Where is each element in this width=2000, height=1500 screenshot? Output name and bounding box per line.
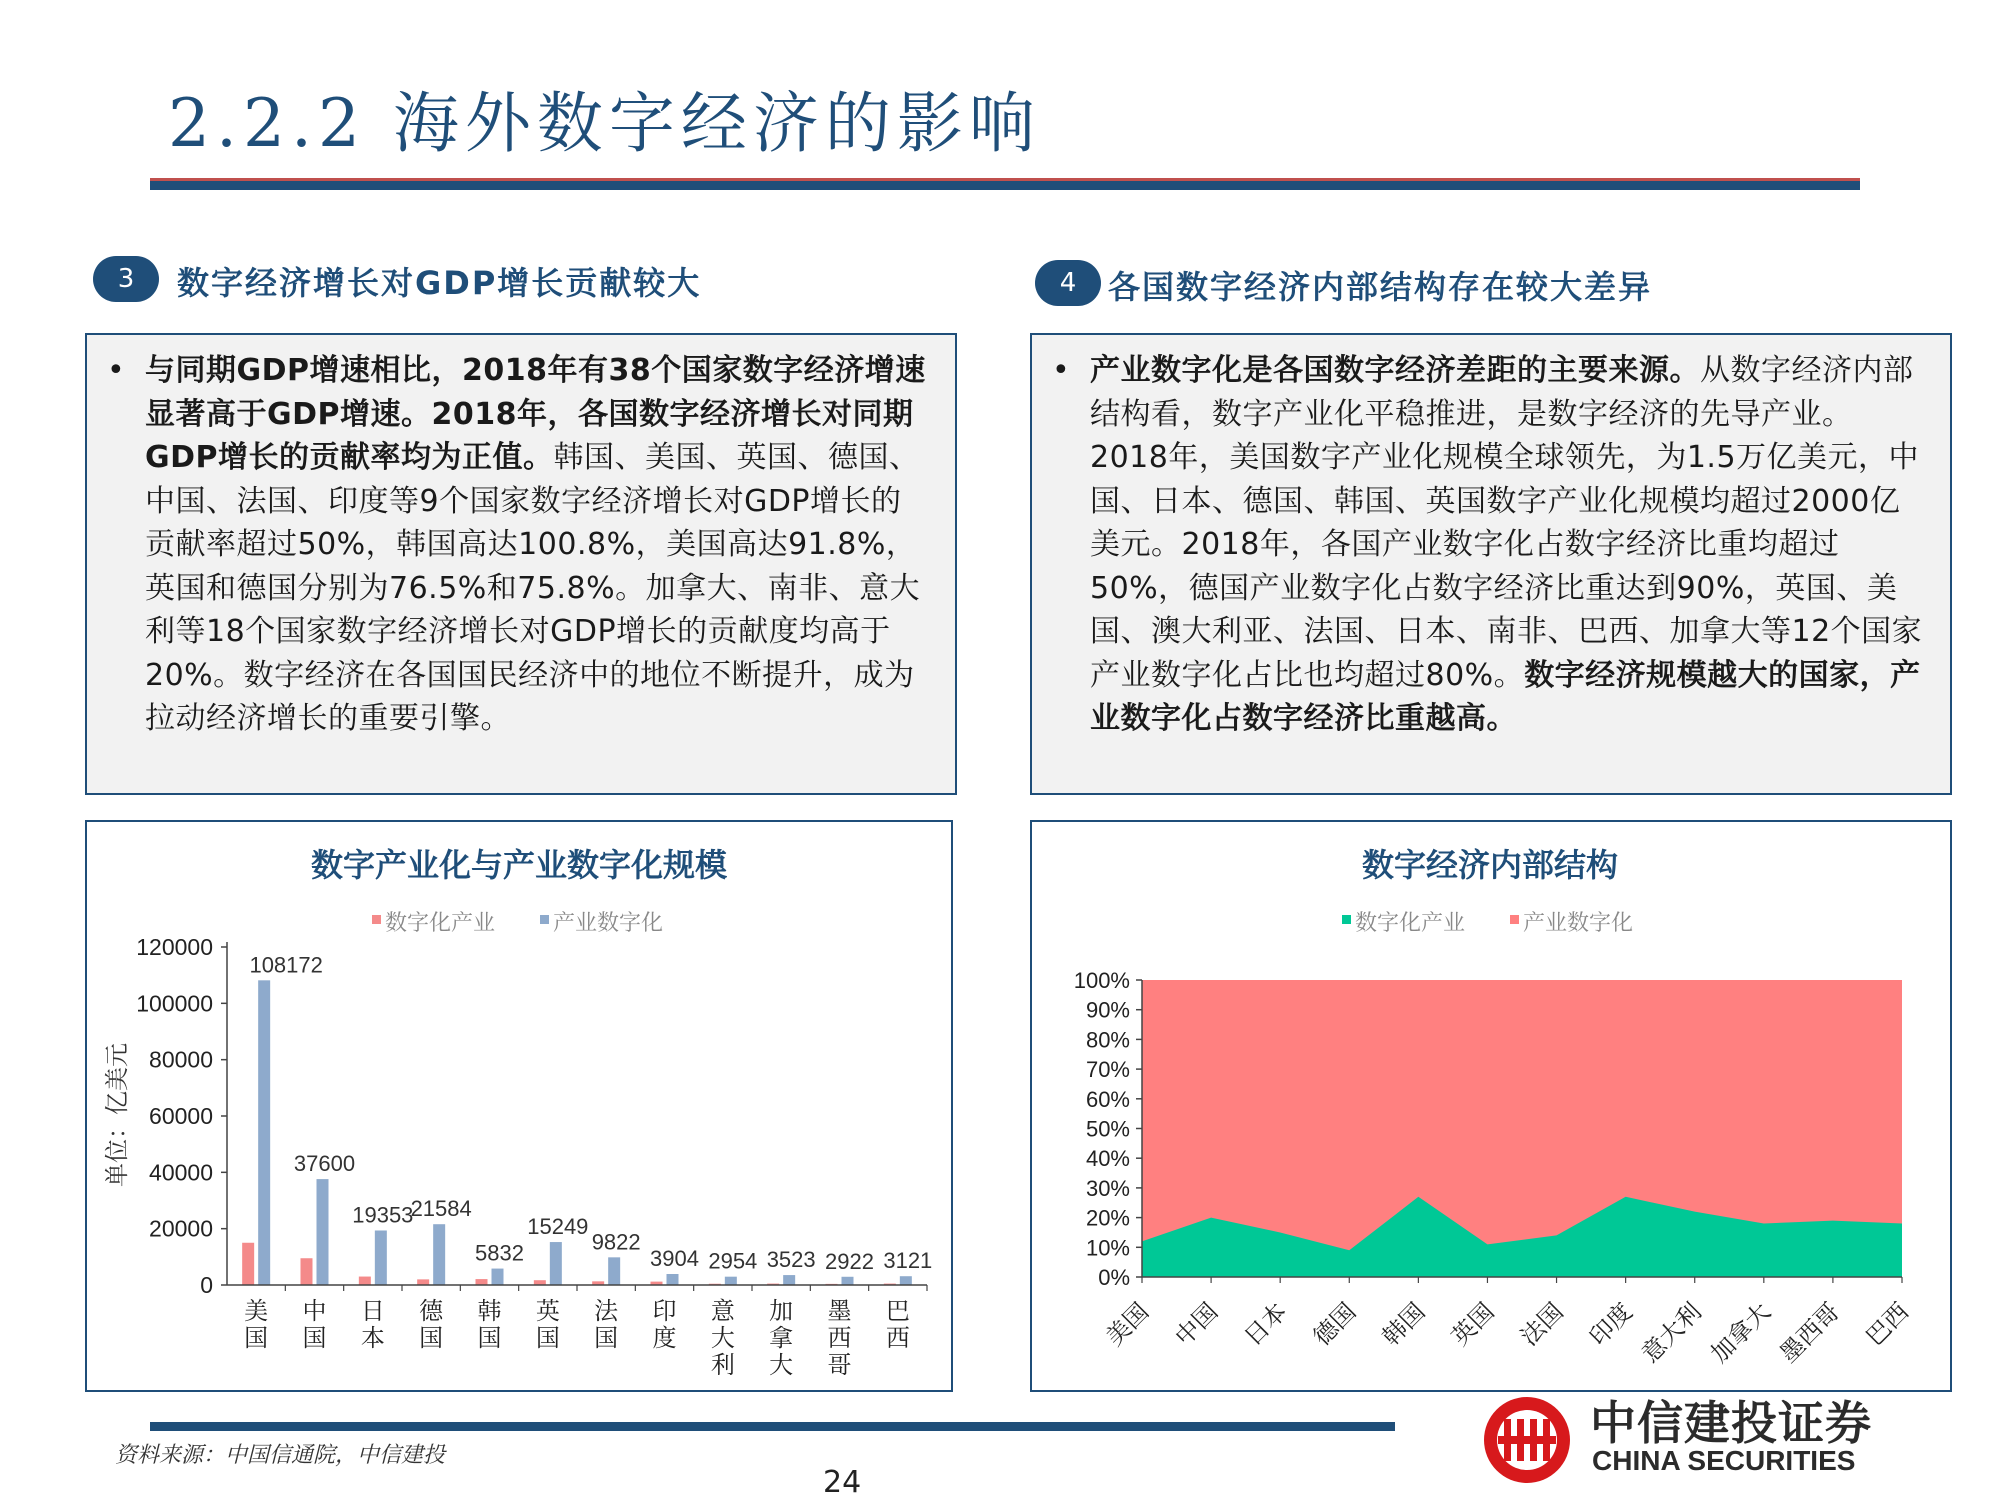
bar-digital-industry bbox=[301, 1258, 313, 1285]
legend-label: 数字化产业 bbox=[385, 910, 496, 935]
y-tick-label: 50% bbox=[1085, 1116, 1130, 1142]
bar-data-label: 15249 bbox=[527, 1214, 589, 1240]
x-tick-label-char: 国 bbox=[302, 1325, 327, 1352]
legend-label: 产业数字化 bbox=[553, 910, 664, 935]
x-tick-label-char: 美 bbox=[244, 1298, 269, 1325]
x-tick-label: 墨西哥 bbox=[1775, 1298, 1846, 1369]
y-tick-label: 60000 bbox=[149, 1103, 213, 1129]
x-tick-label: 意大利 bbox=[1636, 1298, 1707, 1369]
bar-chart-bars bbox=[242, 980, 912, 1285]
y-tick-label: 0% bbox=[1098, 1265, 1130, 1290]
legend-label: 数字化产业 bbox=[1355, 910, 1466, 935]
bar-industrial-digitalization bbox=[492, 1269, 504, 1285]
bar-digital-industry bbox=[359, 1277, 371, 1285]
bar-industrial-digitalization bbox=[433, 1224, 445, 1285]
section-4-bold-lead: 产业数字化是各国数字经济差距的主要来源。 bbox=[1090, 353, 1700, 388]
x-tick-label bbox=[419, 1298, 444, 1352]
bar-chart bbox=[87, 822, 951, 1390]
section-4-badge: 4 bbox=[1035, 260, 1101, 306]
x-tick-label-char: 拿 bbox=[769, 1325, 794, 1352]
bar-data-label: 3904 bbox=[650, 1246, 699, 1272]
x-tick-label-char: 日 bbox=[360, 1298, 385, 1325]
y-tick-label: 40% bbox=[1085, 1146, 1130, 1172]
x-tick-label: 美国 bbox=[1101, 1298, 1155, 1352]
x-tick-label-char: 韩 bbox=[477, 1298, 502, 1325]
legend-swatch bbox=[1510, 915, 1519, 924]
bar-data-label: 3121 bbox=[883, 1248, 933, 1274]
bar-data-label: 37600 bbox=[293, 1151, 356, 1177]
section-4-bullet bbox=[1032, 349, 1924, 741]
bar-data-label: 5832 bbox=[475, 1240, 524, 1266]
x-tick-label: 巴西 bbox=[1861, 1298, 1915, 1352]
x-tick-label bbox=[886, 1298, 910, 1352]
x-tick-label-char: 法 bbox=[594, 1298, 619, 1325]
x-tick-label-char: 利 bbox=[710, 1352, 735, 1379]
bar-data-label: 2954 bbox=[708, 1248, 758, 1274]
x-tick-label-char: 西 bbox=[827, 1325, 852, 1352]
bar-data-label: 9822 bbox=[591, 1229, 641, 1255]
area-chart-legend bbox=[1342, 910, 1633, 935]
logo-chinese-name: 中信建投证券 bbox=[1590, 1396, 1872, 1450]
y-tick-label: 100% bbox=[1073, 968, 1130, 993]
x-tick-label-char: 国 bbox=[535, 1325, 560, 1352]
section-3-body-text: 韩国、美国、英国、德国、中国、法国、印度等9个国家数字经济增长对GDP增长的贡献率超过50%，韩国高达100.8%，美国高达91.8%，英国和德国分别为76.5%和75.8%。加拿大、南非、意大利等18个国家数字经济增长对GDP增长的贡献度均高于20%。数字经济在各国国民经济中的地位不断提升，成为拉动经济增长的重要引擎。 bbox=[145, 440, 921, 736]
x-tick-label bbox=[478, 1298, 502, 1352]
section-3-textbox bbox=[85, 333, 957, 795]
x-tick-label bbox=[244, 1298, 268, 1352]
x-tick-label-char: 英 bbox=[535, 1298, 560, 1325]
x-tick-label bbox=[303, 1298, 327, 1352]
bar-industrial-digitalization bbox=[550, 1242, 562, 1285]
page-number: 24 bbox=[823, 1465, 862, 1500]
source-note: 资料来源：中国信通院，中信建投 bbox=[115, 1443, 446, 1468]
bar-industrial-digitalization bbox=[608, 1257, 620, 1285]
logo-english-name: CHINA SECURITIES bbox=[1592, 1445, 1856, 1476]
bar-data-label: 108172 bbox=[249, 952, 323, 978]
y-tick-label: 30% bbox=[1085, 1175, 1130, 1201]
x-tick-label-char: 本 bbox=[360, 1325, 385, 1352]
bar-digital-industry bbox=[476, 1279, 488, 1285]
legend-swatch bbox=[372, 915, 381, 924]
bar-industrial-digitalization bbox=[667, 1274, 679, 1285]
bar-industrial-digitalization bbox=[783, 1275, 795, 1285]
y-tick-label: 80000 bbox=[149, 1046, 213, 1073]
x-tick-label bbox=[536, 1298, 560, 1352]
section-3-title: 数字经济增长对GDP增长贡献较大 bbox=[177, 264, 702, 302]
bar-data-label: 19353 bbox=[352, 1202, 414, 1228]
area-chart bbox=[1032, 822, 1950, 1390]
section-4-title: 各国数字经济内部结构存在较大差异 bbox=[1108, 268, 1653, 306]
x-tick-label-char: 哥 bbox=[827, 1352, 852, 1379]
bar-industrial-digitalization bbox=[842, 1277, 854, 1285]
area-chart-title: 数字经济内部结构 bbox=[1361, 847, 1619, 883]
y-tick-label: 20% bbox=[1085, 1205, 1130, 1231]
x-tick-label: 中国 bbox=[1170, 1298, 1224, 1352]
x-tick-label: 日本 bbox=[1239, 1298, 1293, 1352]
x-tick-label: 韩国 bbox=[1377, 1298, 1431, 1352]
x-tick-label-char: 意 bbox=[710, 1298, 735, 1325]
y-tick-label: 120000 bbox=[136, 934, 213, 960]
area-chart-areas bbox=[1142, 980, 1902, 1277]
bar-industrial-digitalization bbox=[725, 1277, 737, 1285]
y-tick-label: 100000 bbox=[136, 990, 213, 1017]
x-tick-label-char: 中 bbox=[302, 1298, 327, 1325]
x-tick-label: 印度 bbox=[1584, 1298, 1638, 1352]
x-tick-label-char: 德 bbox=[419, 1298, 444, 1325]
x-tick-label-char: 西 bbox=[885, 1325, 910, 1352]
area-chart-y-axis bbox=[1074, 968, 1142, 1290]
y-tick-label: 80% bbox=[1085, 1027, 1130, 1053]
bar-chart-y-axis-label: 单位：亿美元 bbox=[104, 1043, 131, 1187]
x-tick-label-char: 度 bbox=[652, 1325, 677, 1352]
y-tick-label: 10% bbox=[1085, 1235, 1130, 1261]
bar-data-label: 3523 bbox=[766, 1247, 816, 1273]
x-tick-label bbox=[594, 1298, 619, 1352]
bar-chart-x-axis bbox=[227, 1285, 927, 1379]
section-3-badge: 3 bbox=[93, 256, 159, 302]
section-4-textbox bbox=[1030, 333, 1952, 795]
x-tick-label: 德国 bbox=[1308, 1298, 1362, 1352]
x-tick-label: 英国 bbox=[1446, 1298, 1500, 1352]
x-tick-label-char: 国 bbox=[419, 1325, 444, 1352]
company-logo bbox=[1480, 1385, 1870, 1495]
legend-label: 产业数字化 bbox=[1523, 910, 1634, 935]
x-tick-label-char: 墨 bbox=[827, 1298, 852, 1325]
y-tick-label: 70% bbox=[1085, 1057, 1130, 1083]
x-tick-label bbox=[828, 1298, 852, 1379]
x-tick-label bbox=[711, 1298, 735, 1379]
section-4-bold-tail: 数字经济规模越大的国家，产业数字化占数字经济比重越高。 bbox=[1090, 657, 1921, 736]
y-tick-label: 90% bbox=[1085, 997, 1130, 1023]
section-3-bold-text: 与同期GDP增速相比，2018年有38个国家数字经济增速显著高于GDP增速。2018年，各国数字经济增长对同期GDP增长的贡献率均为正值。 bbox=[145, 353, 926, 475]
bar-chart-data-labels bbox=[249, 952, 932, 1273]
section-3-bullet bbox=[87, 349, 929, 741]
bar-industrial-digitalization bbox=[900, 1276, 912, 1285]
bar-data-label: 21584 bbox=[410, 1196, 472, 1222]
bar-digital-industry bbox=[417, 1279, 429, 1285]
bar-digital-industry bbox=[242, 1243, 254, 1285]
bar-chart-title: 数字产业化与产业数字化规模 bbox=[310, 847, 728, 883]
page-title: 2.2.2 海外数字经济的影响 bbox=[168, 85, 1041, 162]
x-tick-label bbox=[653, 1298, 677, 1352]
legend-swatch bbox=[1342, 915, 1351, 924]
footer-rule bbox=[150, 1422, 1395, 1431]
area-chart-x-axis bbox=[1101, 1277, 1914, 1368]
x-tick-label-char: 印 bbox=[652, 1298, 677, 1325]
china-securities-logo-icon bbox=[1480, 1393, 1574, 1487]
x-tick-label: 加拿大 bbox=[1706, 1298, 1777, 1369]
bar-industrial-digitalization bbox=[258, 980, 270, 1285]
y-tick-label: 40000 bbox=[149, 1159, 213, 1186]
bar-chart-panel bbox=[85, 820, 953, 1392]
bar-chart-legend bbox=[372, 910, 663, 935]
title-underline bbox=[150, 178, 1860, 190]
section-4-body-text: 从数字经济内部结构看，数字产业化平稳推进，是数字经济的先导产业。2018年，美国数字产业化规模全球领先，为1.5万亿美元，中国、日本、德国、韩国、英国数字产业化规模均超过2000亿美元。2018年，各国产业数字化占数字经济比重均超过50%，德国产业数字化占数字经济比重达到90%，英国、美国、澳大利亚、法国、日本、南非、巴西、加拿大等12个国家产业数字化占比也均超过80%。 bbox=[1090, 353, 1923, 693]
x-tick-label-char: 大 bbox=[710, 1325, 735, 1352]
x-tick-label-char: 国 bbox=[594, 1325, 619, 1352]
y-tick-label: 0 bbox=[200, 1272, 213, 1298]
bar-industrial-digitalization bbox=[375, 1230, 387, 1285]
area-chart-panel bbox=[1030, 820, 1952, 1392]
legend-swatch bbox=[540, 915, 549, 924]
y-tick-label: 60% bbox=[1085, 1086, 1130, 1112]
bar-data-label: 2922 bbox=[825, 1248, 874, 1274]
x-tick-label bbox=[361, 1298, 385, 1352]
x-tick-label-char: 国 bbox=[244, 1325, 269, 1352]
x-tick-label-char: 加 bbox=[769, 1298, 794, 1325]
x-tick-label bbox=[769, 1298, 793, 1379]
bar-industrial-digitalization bbox=[317, 1179, 329, 1285]
x-tick-label-char: 巴 bbox=[885, 1298, 910, 1325]
x-tick-label-char: 国 bbox=[477, 1325, 502, 1352]
x-tick-label-char: 大 bbox=[769, 1352, 794, 1379]
x-tick-label: 法国 bbox=[1515, 1298, 1569, 1352]
y-tick-label: 20000 bbox=[149, 1215, 213, 1242]
bar-chart-y-axis bbox=[136, 934, 227, 1298]
